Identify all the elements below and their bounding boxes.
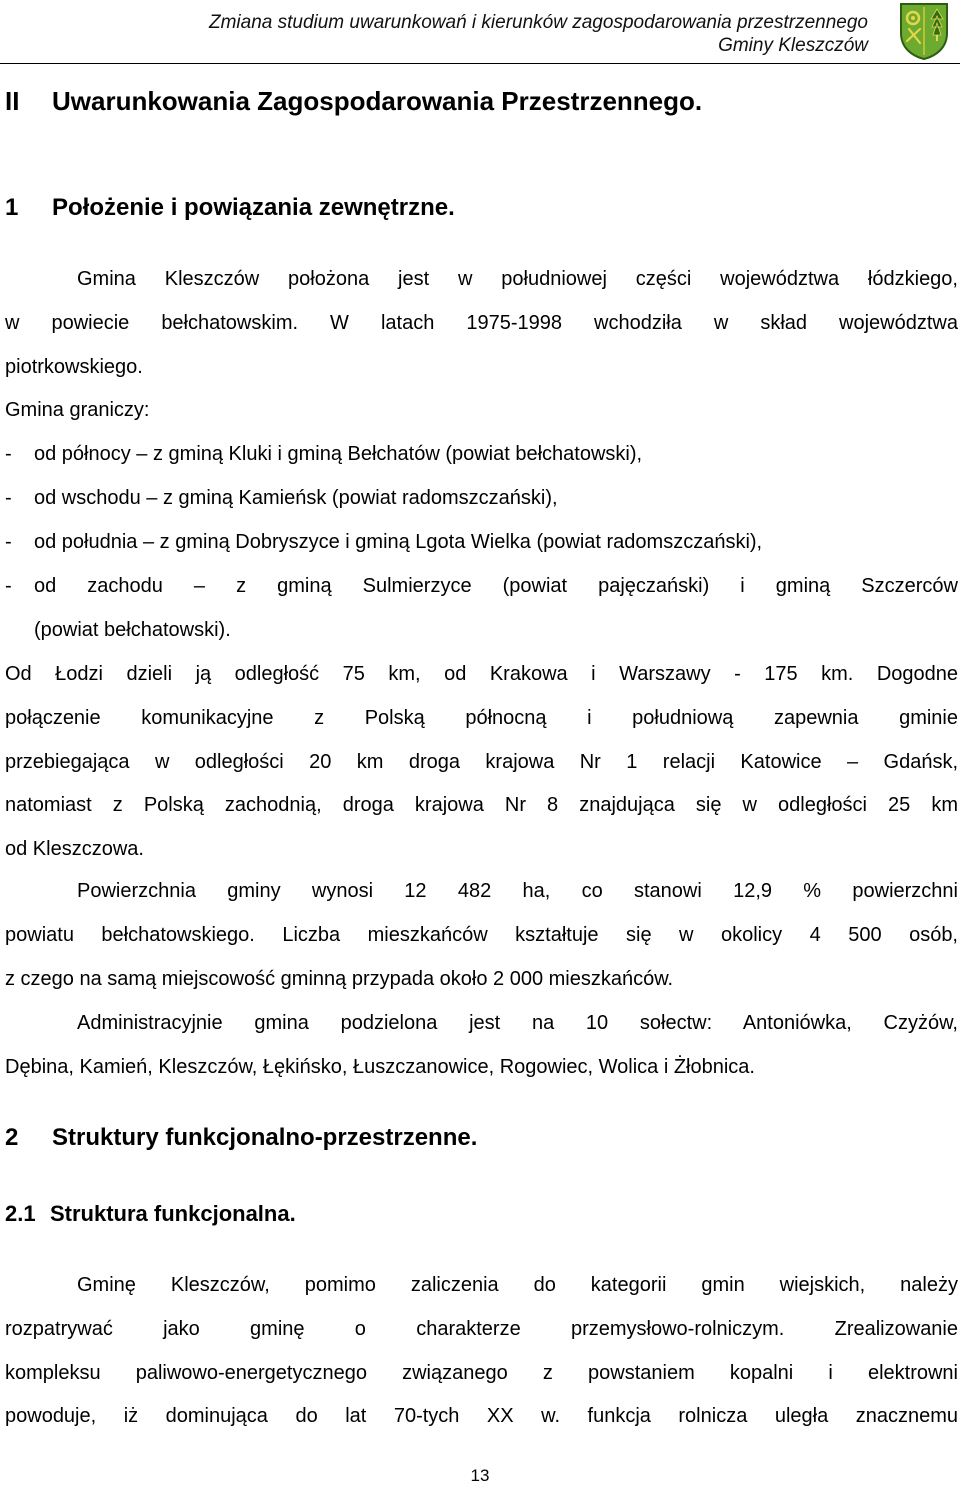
header-divider: [0, 63, 960, 64]
list-bullet: -: [5, 531, 12, 553]
header-title-line2: Gminy Kleszczów: [718, 35, 868, 56]
text-line: Gminę Kleszczów, pomimo zaliczenia do kategorii gmin wiejskich, należy: [77, 1274, 958, 1296]
section-2-1-title: Struktura funkcjonalna.: [50, 1201, 296, 1226]
chapter-number: II: [5, 86, 20, 116]
section-2-number: 2: [5, 1124, 19, 1151]
section-2-1-number: 2.1: [5, 1201, 36, 1226]
text-line: Dębina, Kamień, Kleszczów, Łękińsko, Łuszczanowice, Rogowiec, Wolica i Żłobnica.: [5, 1055, 755, 1078]
header-title-line1: Zmiana studium uwarunkowań i kierunków zagospodarowania przestrzennego: [208, 12, 868, 33]
text-line: rozpatrywać jako gminę o charakterze przemysłowo-rolniczym. Zrealizowanie: [5, 1317, 958, 1340]
list-item-text: od zachodu – z gminą Sulmierzyce (powiat pajęczański) i gminą Szczerców: [34, 575, 958, 597]
page-number: 13: [470, 1466, 490, 1485]
text-line: kompleksu paliwowo-energetycznego związanego z powstaniem kopalni i elektrowni: [5, 1361, 958, 1384]
paragraph-area: [5, 870, 958, 1001]
text-line: Powierzchnia gminy wynosi 12 482 ha, co stanowi 12,9 % powierzchni: [77, 880, 958, 902]
text-line: piotrkowskiego.: [5, 355, 143, 378]
section-2-title: Struktury funkcjonalno-przestrzenne.: [52, 1124, 478, 1151]
list-item-text: od północy – z gminą Kluki i gminą Bełchatów (powiat bełchatowski),: [34, 443, 643, 465]
paragraph-distances: [5, 653, 958, 872]
text-line: od Kleszczowa.: [5, 838, 144, 861]
coat-of-arms-icon: [898, 1, 950, 61]
text-line: przebiegająca w odległości 20 km droga krajowa Nr 1 relacji Katowice – Gdańsk,: [5, 750, 958, 773]
text-line: powiatu bełchatowskiego. Liczba mieszkańców kształtuje się w okolicy 4 500 osób,: [5, 923, 958, 946]
text-line: Gmina Kleszczów położona jest w południowej części województwa łódzkiego,: [77, 268, 958, 290]
chapter-title: Uwarunkowania Zagospodarowania Przestrzennego.: [52, 86, 703, 116]
text-line: natomiast z Polską zachodnią, droga krajowa Nr 8 znajdująca się w odległości 25 km: [5, 794, 958, 817]
text-line: Administracyjnie gmina podzielona jest na 10 sołectw: Antoniówka, Czyżów,: [77, 1012, 958, 1034]
text-line: z czego na samą miejscowość gminną przypada około 2 000 mieszkańców.: [5, 967, 674, 990]
text-line: Od Łodzi dzieli ją odległość 75 km, od Krakowa i Warszawy - 175 km. Dogodne: [5, 663, 958, 685]
list-item-text: (powiat bełchatowski).: [34, 619, 231, 641]
list-item-text: od wschodu – z gminą Kamieńsk (powiat radomszczański),: [34, 487, 558, 509]
section-1-number: 1: [5, 194, 19, 221]
text-line: powoduje, iż dominująca do lat 70-tych XX w. funkcja rolnicza uległa znacznemu: [5, 1405, 958, 1428]
paragraph-administration: [5, 1002, 958, 1090]
list-bullet: -: [5, 487, 12, 509]
text-line: w powiecie bełchatowskim. W latach 1975-1998 wchodziła w skład województwa: [5, 311, 958, 334]
running-header: [209, 11, 868, 57]
list-bullet: -: [5, 443, 12, 465]
section-1-title: Położenie i powiązania zewnętrzne.: [52, 194, 455, 221]
paragraph-functional-structure: [5, 1264, 958, 1439]
paragraph-location: [5, 258, 958, 389]
list-item-text: od południa – z gminą Dobryszyce i gminą Lgota Wielka (powiat radomszczański),: [34, 531, 763, 553]
list-bullet: -: [5, 575, 12, 597]
text-line: połączenie komunikacyjne z Polską północną i południową zapewnia gminie: [5, 706, 958, 729]
borders-intro: Gmina graniczy:: [5, 399, 150, 421]
